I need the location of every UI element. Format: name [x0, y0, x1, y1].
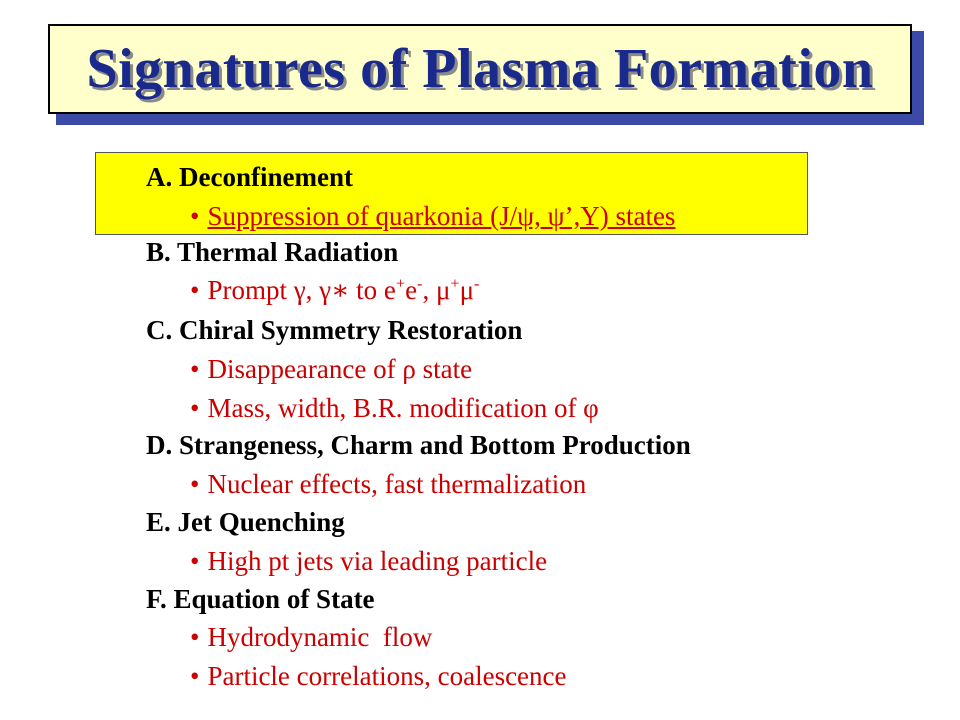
section-d-heading: D. Strangeness, Charm and Bottom Production — [146, 430, 691, 460]
section-a-heading: A. Deconfinement — [146, 162, 353, 192]
section-c-heading: C. Chiral Symmetry Restoration — [146, 315, 523, 345]
section-c-item-1 — [190, 352, 472, 386]
section-f-heading: F. Equation of State — [146, 584, 375, 614]
section-b-heading: B. Thermal Radiation — [146, 237, 399, 267]
bullet-icon: • — [190, 201, 200, 231]
bullet-icon: • — [190, 469, 200, 499]
section-e-item-1-text: High pt jets via leading particle — [207, 546, 548, 576]
section-f-item-1 — [190, 620, 432, 654]
section-d-item-1 — [190, 467, 586, 501]
section-b-item-1 — [190, 273, 479, 307]
section-e-heading: E. Jet Quenching — [146, 507, 345, 537]
section-c-item-2 — [190, 391, 599, 425]
section-f-item-2-text: Particle correlations, coalescence — [207, 661, 567, 691]
bullet-icon: • — [190, 275, 200, 305]
bullet-icon: • — [190, 622, 200, 652]
bullet-icon: • — [190, 354, 200, 384]
bullet-icon: • — [190, 546, 200, 576]
section-f-item-1-text: Hydrodynamic flow — [207, 622, 433, 652]
section-e-item-1 — [190, 544, 547, 578]
bullet-icon: • — [190, 661, 200, 691]
section-b-item-1-text: Prompt γ, γ∗ to e+e-, μ+μ- — [207, 274, 480, 305]
bullet-icon: • — [190, 393, 200, 423]
section-c-item-2-text: Mass, width, B.R. modification of φ — [207, 393, 599, 423]
section-c-item-1-text: Disappearance of ρ state — [207, 354, 473, 384]
section-d-item-1-text: Nuclear effects, fast thermalization — [207, 469, 587, 499]
section-a-item-1 — [190, 199, 675, 233]
slide-title: Signatures of Plasma Formation — [86, 38, 874, 100]
section-f-item-2 — [190, 659, 567, 693]
section-a-item-1-text: Suppression of quarkonia (J/ψ, ψ’,Y) states — [207, 201, 676, 231]
